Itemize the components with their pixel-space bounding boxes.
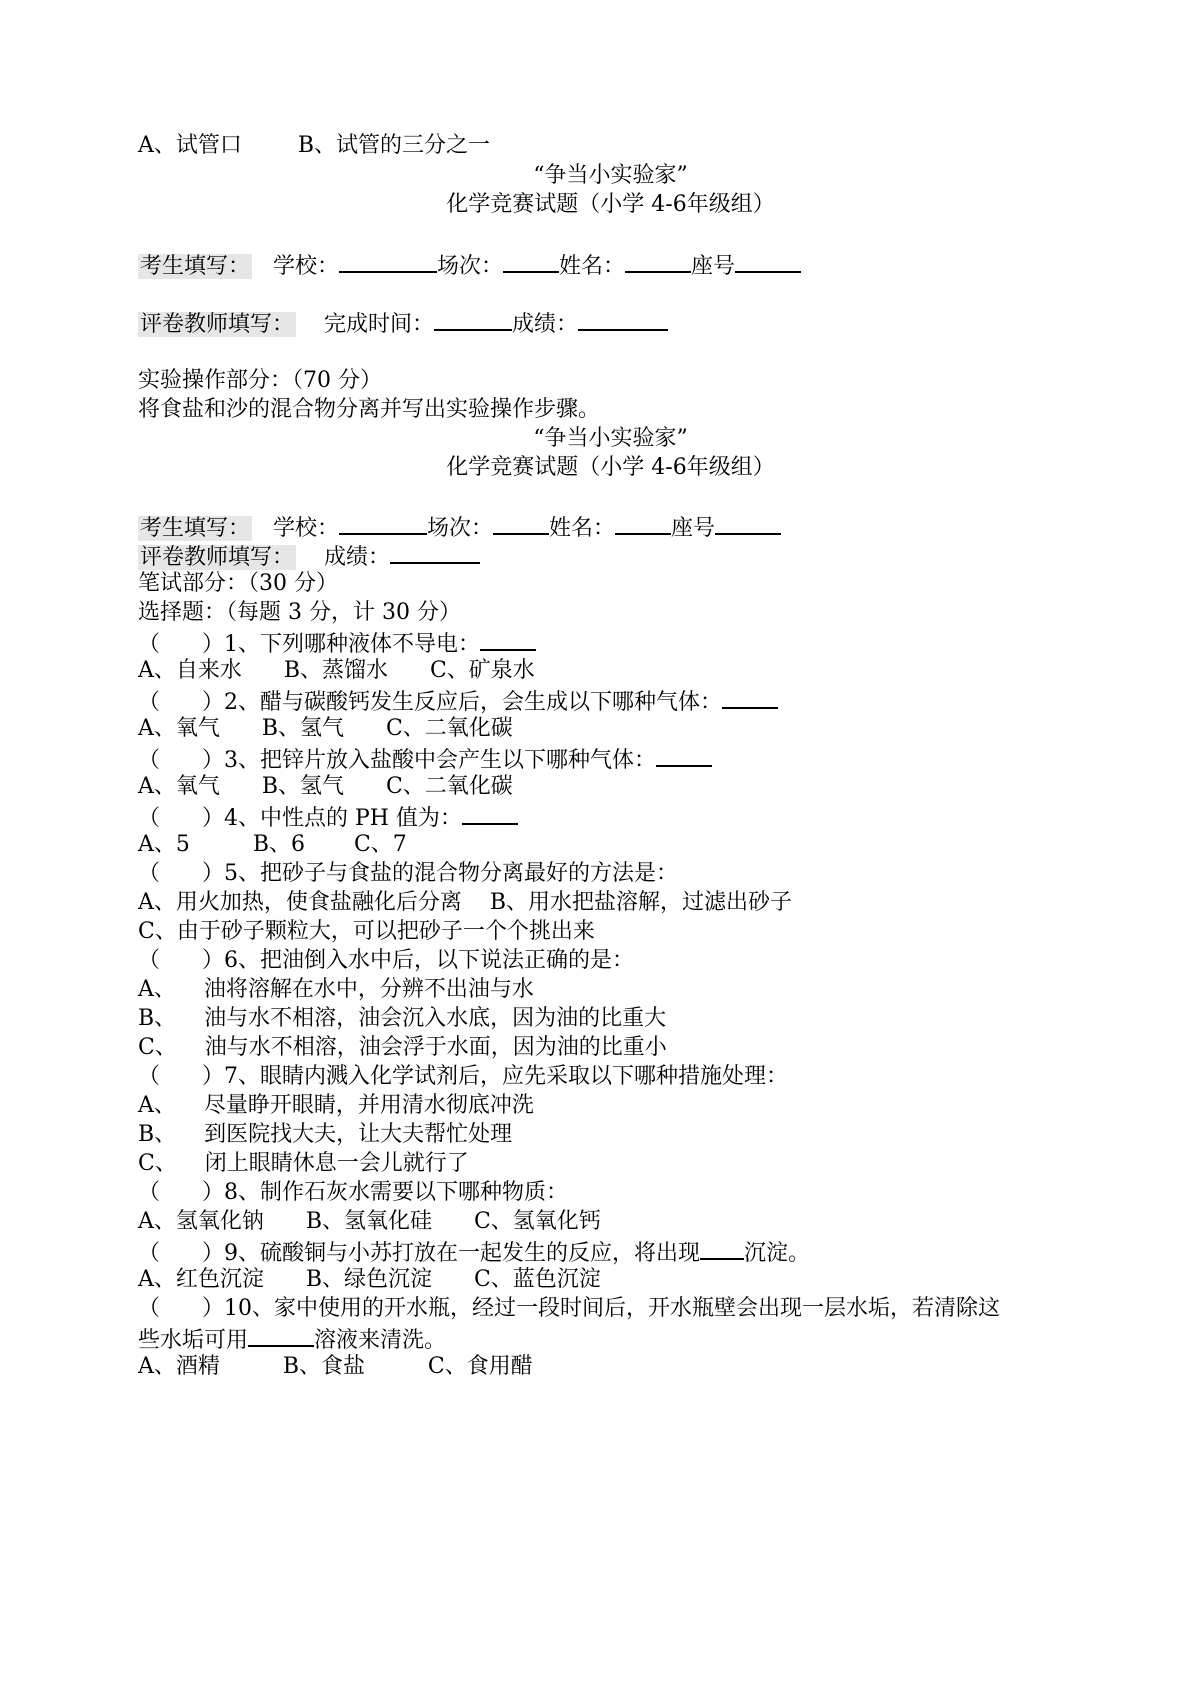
score-blank[interactable]: [578, 307, 668, 331]
question-2: [138, 685, 778, 715]
question-text-end: 沉淀。: [743, 1241, 810, 1266]
student-label: 考生填写：: [140, 516, 251, 541]
question-2-options: A、氧气 B、氢气 C、二氧化碳: [138, 716, 513, 741]
name-label: 姓名：: [559, 254, 626, 279]
question-8-options: A、氢氧化钠 B、氢氧化硅 C、氢氧化钙: [138, 1209, 601, 1234]
answer-blank[interactable]: [722, 685, 778, 709]
school-blank[interactable]: [339, 249, 437, 273]
school-label: 学校：: [273, 516, 340, 541]
question-4: [138, 801, 518, 831]
section1-teacher-row: [138, 307, 668, 337]
teacher-label: 评卷教师填写：: [140, 312, 295, 337]
answer-blank[interactable]: [656, 743, 712, 767]
question-text: （ ）3、把锌片放入盐酸中会产生以下哪种气体：: [138, 748, 656, 773]
question-3-options: A、氧气 B、氢气 C、二氧化碳: [138, 774, 513, 799]
session-blank[interactable]: [503, 249, 559, 273]
seat-label: 座号: [671, 516, 716, 541]
question-text: （ ）4、中性点的 PH 值为：: [138, 806, 462, 831]
section2-student-row: [138, 511, 781, 541]
question-7-option-c: C、 闭上眼睛休息一会儿就行了: [138, 1151, 469, 1176]
finish-time-label: 完成时间：: [324, 312, 435, 337]
question-1-options: A、自来水 B、蒸馏水 C、矿泉水: [138, 658, 535, 683]
question-6: （ ）6、把油倒入水中后，以下说法正确的是：: [138, 948, 634, 973]
top-option-line: A、试管口 B、试管的三分之一: [138, 133, 491, 158]
question-9-options: A、红色沉淀 B、绿色沉淀 C、蓝色沉淀: [138, 1267, 601, 1292]
section1-student-row: [138, 249, 801, 279]
question-10-line1: （ ）10、家中使用的开水瓶，经过一段时间后，开水瓶壁会出现一层水垢，若清除这: [138, 1296, 1000, 1321]
question-10-options: A、酒精 B、食盐 C、食用醋: [138, 1354, 533, 1379]
section2-teacher-row: [138, 540, 480, 570]
question-1: [138, 627, 536, 657]
question-6-option-b: B、 油与水不相溶，油会沉入水底，因为油的比重大: [138, 1006, 667, 1031]
section2-part-title: 笔试部分：（30 分）: [138, 571, 338, 596]
answer-blank[interactable]: [248, 1323, 314, 1347]
section1-part-title: 实验操作部分：（70 分）: [138, 368, 382, 393]
teacher-label: 评卷教师填写：: [140, 545, 295, 570]
question-text: （ ）1、下列哪种液体不导电：: [138, 632, 480, 657]
question-text: （ ）9、硫酸铜与小苏打放在一起发生的反应，将出现: [138, 1241, 700, 1266]
student-label: 考生填写：: [140, 254, 251, 279]
score-blank[interactable]: [390, 540, 480, 564]
question-5-option-c: C、由于砂子颗粒大，可以把砂子一个个挑出来: [138, 919, 595, 944]
question-8: （ ）8、制作石灰水需要以下哪种物质：: [138, 1180, 568, 1205]
seat-blank[interactable]: [735, 249, 801, 273]
school-label: 学校：: [273, 254, 340, 279]
name-blank[interactable]: [625, 249, 691, 273]
question-7: （ ）7、眼睛内溅入化学试剂后，应先采取以下哪种措施处理：: [138, 1064, 788, 1089]
seat-blank[interactable]: [715, 511, 781, 535]
section1-subtitle: 化学竞赛试题（小学 4-6年级组）: [446, 192, 775, 217]
question-text: 些水垢可用: [138, 1328, 249, 1353]
answer-blank[interactable]: [480, 627, 536, 651]
session-label: 场次：: [437, 254, 504, 279]
answer-blank[interactable]: [462, 801, 518, 825]
school-blank[interactable]: [339, 511, 427, 535]
question-7-option-b: B、 到医院找大夫，让大夫帮忙处理: [138, 1122, 513, 1147]
name-label: 姓名：: [549, 516, 616, 541]
question-4-options: A、5 B、6 C、7: [138, 832, 407, 857]
choice-title: 选择题：（每题 3 分，计 30 分）: [138, 600, 461, 625]
session-blank[interactable]: [493, 511, 549, 535]
question-6-option-a: A、 油将溶解在水中，分辨不出油与水: [138, 977, 534, 1002]
answer-blank[interactable]: [700, 1236, 744, 1260]
question-5: （ ）5、把砂子与食盐的混合物分离最好的方法是：: [138, 861, 678, 886]
question-10-line2: [138, 1323, 446, 1353]
score-label: 成绩：: [512, 312, 579, 337]
name-blank[interactable]: [615, 511, 671, 535]
section1-title: “争当小实验家”: [533, 163, 688, 188]
section2-title: “争当小实验家”: [533, 426, 688, 451]
question-5-options-ab: A、用火加热，使食盐融化后分离 B、用水把盐溶解，过滤出砂子: [138, 890, 793, 915]
question-text-end: 溶液来清洗。: [314, 1328, 447, 1353]
question-3: [138, 743, 712, 773]
section1-task: 将食盐和沙的混合物分离并写出实验操作步骤。: [138, 397, 601, 422]
question-7-option-a: A、 尽量睁开眼睛，并用清水彻底冲洗: [138, 1093, 534, 1118]
question-9: [138, 1236, 810, 1266]
score-label: 成绩：: [324, 545, 391, 570]
finish-time-blank[interactable]: [434, 307, 512, 331]
session-label: 场次：: [427, 516, 494, 541]
question-text: （ ）2、醋与碳酸钙发生反应后，会生成以下哪种气体：: [138, 690, 722, 715]
question-6-option-c: C、 油与水不相溶，油会浮于水面，因为油的比重小: [138, 1035, 667, 1060]
section2-subtitle: 化学竞赛试题（小学 4-6年级组）: [446, 455, 775, 480]
seat-label: 座号: [691, 254, 736, 279]
